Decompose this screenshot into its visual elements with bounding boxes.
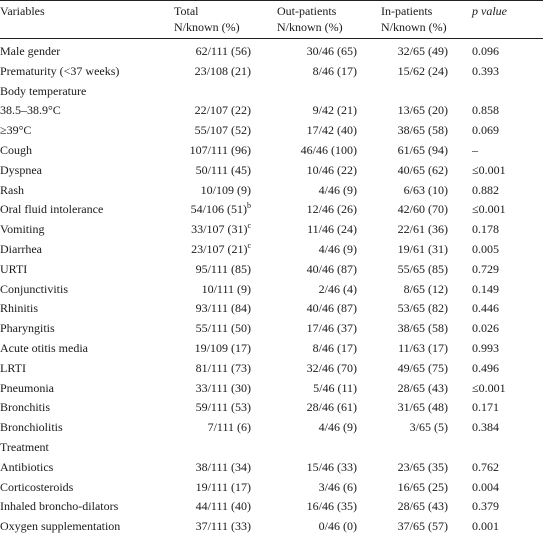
- inpatients-cell: [356, 141, 448, 161]
- inpatients-cell-text: 38/65 (58): [397, 321, 448, 336]
- total-cell-text: 33/111 (30): [195, 380, 251, 395]
- total-cell: [150, 280, 251, 300]
- outpatients-cell: [262, 181, 357, 201]
- inpatients-cell-text: 37/65 (57): [397, 519, 448, 534]
- inpatients-cell-text: 23/65 (35): [397, 459, 448, 474]
- top-rule: [0, 0, 543, 1]
- inpatients-cell: [356, 339, 448, 359]
- total-cell-text: 55/111 (50): [195, 321, 251, 336]
- total-cell-text: 10/111 (9): [201, 281, 251, 296]
- header-inpatients: [381, 3, 447, 35]
- table-row: [0, 458, 543, 478]
- outpatients-cell-text: 12/46 (26): [306, 202, 357, 217]
- row-label: [0, 458, 172, 478]
- p-value-cell: [472, 101, 532, 121]
- row-label-text: Dyspnea: [0, 162, 42, 177]
- total-cell: [150, 42, 251, 62]
- p-value-cell-text: ≤0.001: [472, 202, 506, 217]
- total-cell: [150, 121, 251, 141]
- table-row: [0, 121, 543, 141]
- outpatients-cell: [262, 200, 357, 220]
- header-variables-label: Variables: [0, 4, 45, 18]
- inpatients-cell-text: 53/65 (82): [397, 301, 448, 316]
- row-label: [0, 42, 172, 62]
- p-value-cell-text: 0.762: [472, 459, 499, 474]
- inpatients-cell-text: 31/65 (48): [397, 400, 448, 415]
- inpatients-cell: [356, 458, 448, 478]
- inpatients-cell: [356, 42, 448, 62]
- outpatients-cell: [262, 379, 357, 399]
- total-cell-text: 50/111 (45): [195, 162, 251, 177]
- outpatients-cell-text: 30/46 (65): [306, 44, 357, 58]
- outpatients-cell: [262, 240, 357, 260]
- row-label: [0, 359, 172, 379]
- inpatients-cell: [356, 478, 448, 498]
- footnote-marker: b: [247, 201, 251, 211]
- inpatients-cell: [356, 359, 448, 379]
- header-outpatients: [277, 3, 343, 35]
- table-row: [0, 379, 543, 399]
- row-label: [0, 299, 172, 319]
- inpatients-cell-text: 28/65 (43): [397, 380, 448, 395]
- p-value-cell: [472, 458, 532, 478]
- p-value-cell-text: 0.858: [472, 103, 499, 118]
- table-row: [0, 339, 543, 359]
- row-label-text: Inhaled broncho-dilators: [0, 499, 119, 514]
- header-variables: [0, 3, 45, 19]
- row-label-text: Acute otitis media: [0, 341, 88, 355]
- row-label: [0, 240, 172, 260]
- p-value-cell-text: ≤0.001: [472, 162, 506, 177]
- outpatients-cell-text: 8/46 (17): [312, 63, 357, 78]
- outpatients-cell-text: 4/46 (9): [318, 420, 357, 435]
- total-cell-text: 33/107 (31): [191, 222, 248, 237]
- inpatients-cell: [356, 101, 448, 121]
- table-row: [0, 319, 543, 339]
- p-value-cell-text: 0.729: [472, 261, 499, 276]
- outpatients-cell: [262, 478, 357, 498]
- total-cell: [150, 319, 251, 339]
- inpatients-cell-text: 55/65 (85): [397, 261, 448, 276]
- p-value-cell: [472, 398, 532, 418]
- row-label: [0, 478, 172, 498]
- inpatients-cell: [356, 319, 448, 339]
- table-row: [0, 438, 543, 458]
- header-total-unit: N/known (%): [174, 20, 240, 34]
- table-row: [0, 220, 543, 240]
- inpatients-cell: [356, 260, 448, 280]
- row-label-text: Antibiotics: [0, 459, 54, 474]
- inpatients-cell: [356, 121, 448, 141]
- outpatients-cell: [262, 280, 357, 300]
- table-row: [0, 299, 543, 319]
- row-label: [0, 220, 172, 240]
- p-value-cell-text: 0.026: [472, 321, 499, 336]
- table-row: [0, 497, 543, 517]
- table-row: [0, 418, 543, 438]
- total-cell-text: 81/111 (73): [195, 360, 251, 375]
- total-cell: [150, 240, 251, 260]
- total-cell: [150, 458, 251, 478]
- total-cell-text: 19/111 (17): [195, 479, 251, 494]
- row-label-text: Male gender: [0, 44, 61, 58]
- row-label: [0, 62, 172, 82]
- total-cell-text: 95/111 (85): [195, 261, 251, 276]
- outpatients-cell: [262, 418, 357, 438]
- row-label: [0, 280, 172, 300]
- p-value-cell: [472, 42, 532, 62]
- outpatients-cell: [262, 101, 357, 121]
- outpatients-cell: [262, 161, 357, 181]
- table-row: [0, 398, 543, 418]
- header-total: [174, 3, 240, 35]
- table-row: [0, 517, 543, 537]
- total-cell: [150, 220, 251, 240]
- p-value-cell-text: 0.069: [472, 123, 499, 138]
- total-cell: [150, 260, 251, 280]
- header-inpatients-title: In-patients: [381, 4, 433, 18]
- p-value-cell: [472, 181, 532, 201]
- total-cell: [150, 181, 251, 201]
- inpatients-cell-text: 6/63 (10): [403, 182, 448, 197]
- outpatients-cell: [262, 339, 357, 359]
- outpatients-cell: [262, 497, 357, 517]
- row-label-text: ≥39°C: [0, 123, 32, 138]
- total-cell: [150, 62, 251, 82]
- outpatients-cell-text: 40/46 (87): [306, 301, 357, 316]
- total-cell: [150, 200, 251, 220]
- row-label-text: Corticosteroids: [0, 479, 74, 494]
- inpatients-cell-text: 15/62 (24): [397, 63, 448, 78]
- header-p-value: [472, 3, 507, 19]
- p-value-cell-text: ≤0.001: [472, 380, 506, 395]
- p-value-cell: [472, 359, 532, 379]
- header-inpatients-unit: N/known (%): [381, 20, 447, 34]
- inpatients-cell: [356, 280, 448, 300]
- table-row: [0, 181, 543, 201]
- row-label: [0, 438, 172, 458]
- total-cell: [150, 101, 251, 121]
- inpatients-cell-text: 32/65 (49): [397, 44, 448, 58]
- inpatients-cell-text: 38/65 (58): [397, 123, 448, 138]
- header-rule: [0, 38, 543, 39]
- total-cell: [150, 418, 251, 438]
- row-label: [0, 319, 172, 339]
- outpatients-cell-text: 15/46 (33): [306, 459, 357, 474]
- p-value-cell: [472, 497, 532, 517]
- p-value-cell-text: 0.005: [472, 242, 499, 256]
- inpatients-cell: [356, 517, 448, 537]
- table-row: [0, 478, 543, 498]
- total-cell: [150, 497, 251, 517]
- outpatients-cell: [262, 319, 357, 339]
- total-cell: [150, 339, 251, 359]
- row-label-text: Rash: [0, 182, 24, 197]
- outpatients-cell-text: 46/46 (100): [300, 143, 357, 157]
- p-value-cell: [472, 240, 532, 260]
- p-value-cell: [472, 121, 532, 141]
- inpatients-cell-text: 19/61 (31): [397, 242, 448, 256]
- p-value-cell-text: 0.171: [472, 400, 499, 415]
- total-cell-text: 44/111 (40): [195, 499, 251, 514]
- inpatients-cell-text: 13/65 (20): [397, 103, 448, 118]
- row-label: [0, 161, 172, 181]
- p-value-cell: [472, 379, 532, 399]
- total-cell: [150, 398, 251, 418]
- row-label-text: Oxygen supplementation: [0, 519, 121, 534]
- total-cell: [150, 359, 251, 379]
- inpatients-cell-text: 42/60 (70): [397, 202, 448, 217]
- table-row: [0, 280, 543, 300]
- table-row: [0, 161, 543, 181]
- p-value-cell: [472, 220, 532, 240]
- footnote-marker: c: [247, 241, 251, 250]
- outpatients-cell: [262, 398, 357, 418]
- outpatients-cell-text: 10/46 (22): [306, 162, 357, 177]
- row-label: [0, 418, 172, 438]
- p-value-cell-text: –: [472, 143, 478, 157]
- outpatients-cell-text: 0/46 (0): [318, 519, 357, 534]
- row-label: [0, 260, 172, 280]
- p-value-cell: [472, 200, 532, 220]
- inpatients-cell-text: 28/65 (43): [397, 499, 448, 514]
- table-row: [0, 101, 543, 121]
- table-row: [0, 200, 543, 220]
- row-label-text: Pneumonia: [0, 380, 54, 395]
- total-cell-text: 62/111 (56): [195, 44, 251, 58]
- outpatients-cell-text: 2/46 (4): [318, 281, 357, 296]
- total-cell: [150, 161, 251, 181]
- inpatients-cell-text: 49/65 (75): [397, 360, 448, 375]
- row-label-text: Bronchiolitis: [0, 420, 63, 435]
- row-label-text: Cough: [0, 143, 33, 157]
- outpatients-cell: [262, 62, 357, 82]
- outpatients-cell: [262, 458, 357, 478]
- row-label-text: Oral fluid intolerance: [0, 202, 104, 217]
- inpatients-cell: [356, 299, 448, 319]
- outpatients-cell-text: 4/46 (9): [318, 182, 357, 197]
- p-value-cell-text: 0.446: [472, 301, 499, 316]
- inpatients-cell: [356, 240, 448, 260]
- outpatients-cell-text: 8/46 (17): [312, 341, 357, 355]
- outpatients-cell: [262, 220, 357, 240]
- row-label-text: Treatment: [0, 440, 49, 454]
- row-label: [0, 141, 172, 161]
- inpatients-cell: [356, 62, 448, 82]
- row-label: [0, 339, 172, 359]
- total-cell: [150, 299, 251, 319]
- total-cell-text: 59/111 (53): [195, 400, 251, 415]
- p-value-cell: [472, 339, 532, 359]
- total-cell-text: 19/109 (17): [194, 341, 251, 355]
- inpatients-cell-text: 22/61 (36): [397, 222, 448, 237]
- total-cell: [150, 141, 251, 161]
- inpatients-cell-text: 3/65 (5): [409, 420, 448, 435]
- table-row: [0, 82, 543, 102]
- total-cell-text: 23/108 (21): [194, 63, 251, 78]
- p-value-cell-text: 0.882: [472, 182, 499, 197]
- row-label-text: Prematurity (<37 weeks): [0, 63, 120, 78]
- header-outpatients-unit: N/known (%): [277, 20, 343, 34]
- p-value-cell-text: 0.001: [472, 519, 499, 534]
- inpatients-cell: [356, 161, 448, 181]
- table-row: [0, 141, 543, 161]
- p-value-cell-text: 0.393: [472, 63, 499, 78]
- outpatients-cell-text: 5/46 (11): [313, 380, 357, 395]
- outpatients-cell-text: 28/46 (61): [306, 400, 357, 415]
- row-label: [0, 82, 172, 102]
- p-value-cell-text: 0.004: [472, 479, 499, 494]
- row-label-text: Body temperature: [0, 83, 87, 98]
- outpatients-cell-text: 17/46 (37): [306, 321, 357, 336]
- row-label: [0, 497, 172, 517]
- p-value-cell-text: 0.993: [472, 341, 499, 355]
- p-value-cell-text: 0.496: [472, 360, 499, 375]
- outpatients-cell: [262, 121, 357, 141]
- inpatients-cell-text: 16/65 (25): [397, 479, 448, 494]
- outpatients-cell-text: 40/46 (87): [306, 261, 357, 276]
- table-row: [0, 260, 543, 280]
- inpatients-cell-text: 8/65 (12): [403, 281, 448, 296]
- p-value-cell: [472, 141, 532, 161]
- outpatients-cell-text: 9/42 (21): [312, 103, 357, 118]
- total-cell-text: 37/111 (33): [195, 519, 251, 534]
- row-label-text: Bronchitis: [0, 400, 50, 415]
- inpatients-cell-text: 11/63 (17): [398, 341, 448, 355]
- p-value-cell-text: 0.178: [472, 222, 499, 237]
- footnote-marker: c: [247, 221, 251, 231]
- p-value-cell: [472, 280, 532, 300]
- p-value-cell-text: 0.379: [472, 499, 499, 514]
- outpatients-cell: [262, 260, 357, 280]
- row-label-text: LRTI: [0, 360, 26, 375]
- p-value-cell-text: 0.149: [472, 281, 499, 296]
- row-label: [0, 121, 172, 141]
- outpatients-cell-text: 32/46 (70): [306, 360, 357, 375]
- row-label: [0, 101, 172, 121]
- row-label-text: Vomiting: [0, 222, 45, 237]
- table-row: [0, 62, 543, 82]
- p-value-cell: [472, 517, 532, 537]
- total-cell-text: 22/107 (22): [194, 103, 251, 118]
- inpatients-cell: [356, 497, 448, 517]
- p-value-cell-text: 0.096: [472, 44, 499, 58]
- row-label-text: Rhinitis: [0, 301, 39, 316]
- row-label: [0, 398, 172, 418]
- total-cell-text: 93/111 (84): [195, 301, 251, 316]
- inpatients-cell: [356, 398, 448, 418]
- p-value-cell: [472, 418, 532, 438]
- row-label: [0, 200, 172, 220]
- outpatients-cell: [262, 42, 357, 62]
- outpatients-cell: [262, 359, 357, 379]
- row-label-text: Diarrhea: [0, 242, 42, 256]
- p-value-cell: [472, 319, 532, 339]
- outpatients-cell-text: 17/42 (40): [306, 123, 357, 138]
- inpatients-cell-text: 40/65 (62): [397, 162, 448, 177]
- inpatients-cell: [356, 379, 448, 399]
- total-cell-text: 7/111 (6): [207, 420, 251, 435]
- outpatients-cell-text: 11/46 (24): [307, 222, 357, 237]
- header-outpatients-title: Out-patients: [277, 4, 337, 18]
- p-value-cell: [472, 299, 532, 319]
- row-label-text: Pharyngitis: [0, 321, 55, 336]
- table-row: [0, 359, 543, 379]
- p-value-cell: [472, 62, 532, 82]
- p-value-cell: [472, 478, 532, 498]
- outpatients-cell-text: 4/46 (9): [318, 242, 357, 256]
- row-label-text: Conjunctivitis: [0, 281, 69, 296]
- row-label: [0, 379, 172, 399]
- header-total-title: Total: [174, 4, 199, 18]
- inpatients-cell: [356, 418, 448, 438]
- inpatients-cell: [356, 181, 448, 201]
- total-cell: [150, 517, 251, 537]
- outpatients-cell-text: 3/46 (6): [318, 479, 357, 494]
- total-cell-text: 38/111 (34): [195, 459, 251, 474]
- p-value-cell: [472, 260, 532, 280]
- total-cell: [150, 478, 251, 498]
- table-row: [0, 42, 543, 62]
- outpatients-cell: [262, 141, 357, 161]
- row-label: [0, 517, 172, 537]
- total-cell-text: 10/109 (9): [200, 182, 251, 197]
- total-cell-text: 54/106 (51): [190, 202, 247, 217]
- outpatients-cell: [262, 299, 357, 319]
- total-cell-text: 107/111 (96): [189, 143, 251, 157]
- inpatients-cell: [356, 200, 448, 220]
- inpatients-cell-text: 61/65 (94): [397, 143, 448, 157]
- row-label-text: 38.5–38.9°C: [0, 103, 61, 118]
- p-value-cell: [472, 161, 532, 181]
- row-label-text: URTI: [0, 261, 28, 276]
- header-p-value-label: p value: [472, 4, 507, 18]
- p-value-cell-text: 0.384: [472, 420, 499, 435]
- total-cell: [150, 379, 251, 399]
- table-row: [0, 240, 543, 260]
- total-cell-text: 55/107 (52): [194, 123, 251, 138]
- outpatients-cell-text: 16/46 (35): [306, 499, 357, 514]
- total-cell-text: 23/107 (21): [191, 242, 248, 256]
- outpatients-cell: [262, 517, 357, 537]
- row-label: [0, 181, 172, 201]
- inpatients-cell: [356, 220, 448, 240]
